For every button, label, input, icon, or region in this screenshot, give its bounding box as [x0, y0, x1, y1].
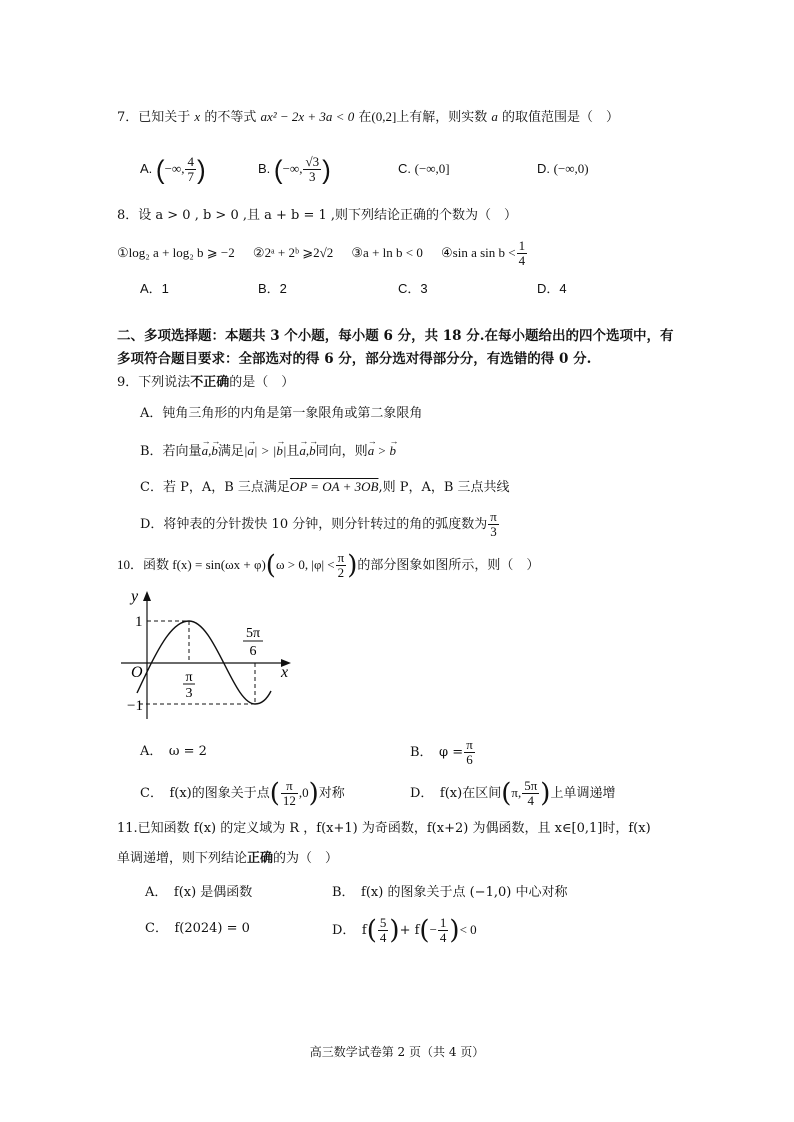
tick-label-neg-one: −1 — [127, 698, 143, 714]
fraction-numerator: 1 — [518, 238, 526, 253]
fraction-numerator: 1 — [439, 915, 447, 930]
section-heading-line-2: 多项符合题目要求：全部选对的得 6 分，部分选对得部分分，有选错的得 0 分. — [117, 351, 592, 367]
q8-option-a: A．1 — [140, 281, 169, 296]
q7-option-a-left: −∞, — [164, 161, 185, 176]
q7-option-c-value: (−∞,0] — [414, 161, 450, 176]
q7-var-a: a — [491, 109, 498, 124]
fraction — [438, 916, 449, 945]
q8-statements — [117, 236, 528, 271]
q7-interval: (0,2] — [371, 109, 397, 124]
section-heading-line-1: 二、多项选择题：本题共 3 个小题，每小题 6 分，共 18 分.在每小题给出的四个选项中，有 — [117, 328, 674, 344]
x-axis-label: x — [281, 664, 289, 681]
q9-option-c — [140, 478, 510, 497]
q11-stem-line-2 — [117, 850, 338, 868]
q7-stem-text: 在 — [354, 110, 372, 125]
page-footer: 高三数学试卷第 2 页（共 4 页） — [309, 1045, 485, 1059]
q9-option-c-text: ,则 P，A，B 三点共线 — [378, 480, 510, 495]
fraction-denominator: 7 — [187, 169, 194, 185]
fraction — [378, 916, 389, 945]
q11-option-d-text: D． f — [332, 923, 367, 938]
fraction-denominator: 4 — [379, 930, 387, 945]
fraction — [281, 779, 298, 808]
fraction-denominator: 4 — [439, 930, 447, 945]
fraction-numerator: √3 — [305, 154, 320, 170]
q10-option-c-text: C． f(x)的图象关于点 — [140, 786, 270, 801]
q8-statement-1: ①log₂ a + log₂ b ⩾ −2 — [117, 245, 235, 260]
q7-stem-text: 的取值范围是（ ） — [497, 110, 620, 125]
fraction-denominator: 6 — [466, 752, 473, 767]
q10-stem: 10．函数 f(x) = sin(ωx + φ)(ω > 0, |φ| < $\frac{\pi}{2}$ )的部分图象如图所示，则（ ） — [117, 550, 540, 581]
q8-statement-2: ②2ᵃ + 2ᵇ ⩾2√2 — [252, 245, 334, 260]
q10-stem-text: 的部分图象如图所示，则（ ） — [357, 558, 540, 573]
q9-option-c-equation: OP = OA + 3OB — [289, 479, 379, 494]
q11-option-d-text: + f — [399, 923, 420, 938]
q10-option-d-text: 上单调递增 — [550, 786, 616, 801]
q10-option-d-text: D． f(x)在区间 — [410, 786, 502, 801]
q8-statement-3: ③a + ln b < 0 — [351, 245, 423, 260]
q9-option-c-text: C．若 P，A，B 三点满足 — [140, 480, 290, 495]
q8-option-d: D．4 — [537, 281, 567, 296]
q8-option-c: C．3 — [398, 281, 428, 296]
q7-option-d — [537, 160, 589, 178]
fraction-denominator: 3 — [490, 524, 497, 539]
q10-option-c-point: ,0 — [298, 785, 309, 800]
q10-option-d-left: π, — [511, 785, 522, 800]
q11-option-c: C． f(2024) = 0 — [145, 921, 250, 936]
q11-option-d-text: < 0 — [459, 922, 477, 937]
q11-option-d-minus: − — [429, 922, 437, 937]
q10-option-b — [410, 736, 476, 770]
fraction — [517, 239, 528, 268]
q10-function-graph — [115, 585, 305, 725]
fraction — [303, 155, 321, 184]
q9-stem — [117, 374, 294, 392]
q9-option-b-text: 且 — [286, 444, 300, 459]
q9-option-b: B．若向量→ a,→ b满足|→ a| > |→ b|且→ a,→ b同向，则→ a > → b — [140, 442, 396, 461]
q7-option-c — [398, 160, 450, 178]
q11-option-a: A． f(x) 是偶函数 — [145, 885, 253, 900]
q9-stem-text: 9．下列说法 — [117, 375, 191, 390]
q9-option-a: A．钝角三角形的内角是第一象限角或第二象限角 — [140, 406, 423, 421]
q7-option-d-value: (−∞,0) — [553, 161, 589, 176]
q11-option-b: B． f(x) 的图象关于点 (−1,0) 中心对称 — [332, 885, 568, 900]
q8-option-b: B．2 — [258, 281, 287, 296]
fraction-denominator: 4 — [518, 253, 526, 268]
fraction-numerator: 5π — [524, 778, 538, 793]
fraction-numerator: 5 — [379, 915, 387, 930]
q10-option-b-text: B． φ = — [410, 745, 464, 760]
q11-stem-text: 的为（ ） — [273, 851, 339, 866]
origin-label: O — [131, 664, 143, 681]
q7-var-x: x — [194, 109, 201, 124]
q10-option-a: A． ω = 2 — [140, 744, 207, 759]
q8-stem: 8．设 a > 0 , b > 0 ,且 a + b = 1 ,则下列结论正确的个数为（ ） — [117, 208, 518, 223]
q9-option-b-text: 同向，则 — [315, 444, 368, 459]
fraction-denominator: 4 — [527, 793, 534, 808]
q11-stem-text: 单调递增，则下列结论 — [117, 851, 248, 866]
tick-pi3-numerator: π — [185, 670, 193, 685]
option-label: A. — [140, 161, 153, 176]
q10-condition: ω > 0, |φ| < — [275, 557, 335, 572]
fraction-numerator: 4 — [187, 154, 194, 170]
fraction — [185, 155, 196, 184]
q9-stem-emphasis: 不正确 — [190, 375, 230, 390]
y-axis-arrow — [143, 591, 151, 601]
q8-statement-4: ④sin a sin b < — [441, 245, 516, 260]
q7-stem-text: 上有解，则实数 — [396, 110, 492, 125]
q9-stem-text: 的是（ ） — [229, 375, 295, 390]
q10-option-d: D． f(x)在区间(π, $\frac{5\pi}{4}$ )上单调递增 — [410, 778, 616, 809]
q9-option-b-text: B．若向量 — [140, 444, 202, 459]
tick-label-one: 1 — [135, 614, 143, 630]
q7-stem-text: 的不等式 — [200, 110, 261, 125]
fraction-numerator: π — [490, 509, 497, 524]
option-label: D. — [537, 161, 550, 176]
q10-option-c: C． f(x)的图象关于点( $\frac{\pi}{12}$ ,0)对称 — [140, 778, 345, 809]
fraction-denominator: 12 — [282, 793, 296, 808]
q10-option-c-text: 对称 — [318, 786, 345, 801]
q7-inequality: ax² − 2x + 3a < 0 — [260, 109, 355, 124]
fraction — [522, 779, 539, 808]
option-label: B. — [258, 161, 271, 176]
q7-option-b-left: −∞, — [282, 161, 303, 176]
fraction-numerator: π — [466, 737, 473, 752]
fraction — [488, 510, 499, 539]
q11-stem-emphasis: 正确 — [247, 851, 274, 866]
fraction-denominator: 3 — [309, 169, 316, 185]
q7-option-a: A. (−∞, $\frac{4}{7}$ ) — [140, 154, 206, 185]
q9-option-d — [140, 508, 500, 542]
fraction — [336, 551, 347, 580]
y-axis-label: y — [131, 588, 139, 605]
fraction-numerator: π — [281, 779, 298, 794]
fraction — [464, 738, 475, 767]
q7-stem — [117, 108, 619, 127]
q9-option-b-text: 满足 — [217, 444, 244, 459]
tick-5pi6-numerator: 5π — [245, 626, 261, 641]
q11-option-d: D． f( $\frac{5}{4}$ )+ f(− $\frac{1}{4}$ )< 0 — [332, 915, 477, 946]
q11-stem-line-1: 11.已知函数 f(x) 的定义域为 R ，f(x+1) 为奇函数，f(x+2) 为偶函数，且 x∈[0,1]时，f(x) — [117, 821, 651, 836]
q7-option-b: B. (−∞, $\frac{√3}{3}$ ) — [258, 154, 331, 185]
option-label: C. — [398, 161, 411, 176]
tick-pi3-denominator: 3 — [185, 686, 193, 701]
q7-stem-text: 7．已知关于 — [117, 110, 195, 125]
q10-function: 10．函数 f(x) = sin(ωx + φ) — [117, 557, 266, 572]
fraction-numerator: π — [337, 550, 345, 565]
q9-option-d-text: D．将钟表的分针拨快 10 分钟，则分针转过的角的弧度数为 — [140, 517, 488, 532]
tick-5pi6-denominator: 6 — [249, 644, 257, 659]
fraction-denominator: 2 — [337, 565, 345, 580]
